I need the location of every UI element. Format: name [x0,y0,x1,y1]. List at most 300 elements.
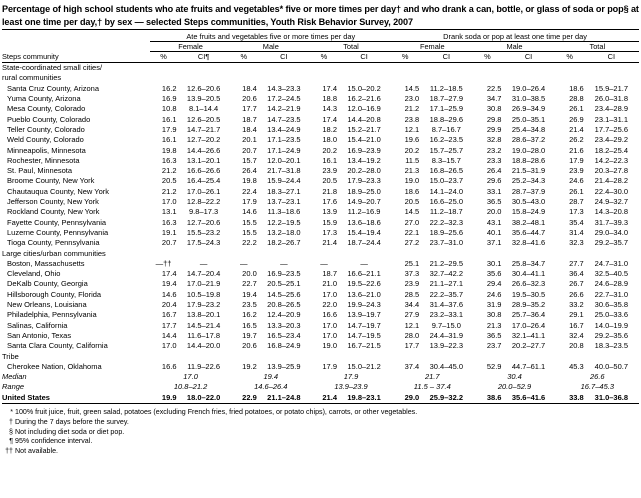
row-label: Rochester, Minnesota [7,155,80,165]
section-heading-rural: rural communities [2,73,62,83]
united-states-row [2,393,639,404]
cell: 26.2 [569,135,584,145]
row-label: New Orleans, Louisiana [7,300,87,310]
cell: 16.2 [161,83,177,93]
table-row [2,135,639,145]
cell: 22.1 [404,227,420,237]
row-label: Chautauqua County, New York [7,186,110,196]
median-row [2,372,639,382]
cell: 22.7 [242,279,257,289]
cell: 26.6–32.3 [511,279,546,289]
cell: 18.2 [322,124,337,134]
cell: 22.5 [486,83,502,93]
cell: 33.2 [569,300,584,310]
cell: 32.7–42.2 [429,269,463,279]
cell: 22.4–30.0 [594,186,629,196]
cell: 16.8–26.5 [429,166,463,176]
cell: 52.9 [486,361,502,371]
cell: 16.9–23.9 [347,145,381,155]
column-header-row [2,52,639,62]
cell: 16.5–23.4 [267,330,301,340]
cell: 17.9–23.2 [186,300,221,310]
cell: 35.4 [569,217,584,227]
cell: 30.5–43.0 [511,197,546,207]
cell: 18.7–27.9 [429,94,463,104]
cell: 17.0 [161,197,177,207]
cell: 43.1 [486,217,502,227]
cell: 14.7–19.7 [347,320,381,330]
table-row [2,290,639,300]
cell: 23.9 [322,166,337,176]
cell: 22.7–31.0 [594,289,629,299]
col-pct-1: % [160,52,167,62]
cell: 34.4 [404,300,420,310]
footnote-text: During the 7 days before the survey. [15,417,129,426]
cell: 19.9–24.3 [347,300,381,310]
cell: 18.2–25.4 [594,145,629,155]
cell: 16.1 [161,135,177,145]
row-label: Pueblo County, Colorado [7,114,91,124]
range-value: 14.6–26.4 [254,382,288,392]
cell: 20.8 [569,341,584,351]
cell: 8.7–16.7 [431,124,461,134]
table-row [2,331,639,341]
row-label: Luzerne County, Pennsylvania [7,227,109,237]
cell: 10.8 [161,104,177,114]
section-heading-row [2,352,639,362]
row-label: Salinas, California [7,320,68,330]
cell: 14.1–24.0 [429,186,463,196]
cell: 20.5 [161,176,177,186]
cell: 27.0 [404,217,420,227]
row-label: San Antonio, Texas [7,330,72,340]
range-row [2,382,639,392]
page-title [0,0,641,29]
cell: 19.4 [161,279,177,289]
cell: 12.6–20.6 [186,83,221,93]
cell: 15.7 [242,155,257,165]
cell: 23.9 [569,166,584,176]
row-label: Philadelphia, Pennsylvania [7,310,97,320]
cell: 31.4–37.6 [429,300,463,310]
col-pct-2: % [240,52,248,62]
cell: 13.6–18.6 [347,217,381,227]
cell: 13.3–20.3 [267,320,301,330]
cell: 32.5–40.5 [594,269,629,279]
cell: 20.8–26.5 [267,300,301,310]
cell: 22.2–35.7 [429,289,463,299]
cell: 13.9–19.7 [347,310,381,320]
cell: 25.4–34.8 [511,124,546,134]
cell: 18.9–25.6 [429,227,463,237]
cell: 27.7 [569,258,584,268]
median-value: 19.4 [263,372,279,382]
cell: 23.1–31.1 [594,114,629,124]
cell: 26.9 [569,114,584,124]
section-heading-tribe: Tribe [2,351,19,361]
cell: 22.2 [242,238,257,248]
cell: 15.5 [242,227,257,237]
cell: 16.7 [161,310,177,320]
cell: 21.2 [404,104,420,114]
table-row [2,207,639,217]
col-ci-3: CI [360,52,368,62]
cell: 16.8–24.9 [267,341,301,351]
cell: 11.2–16.9 [347,207,381,217]
cell: 21.7–31.8 [267,166,301,176]
col-steps-community: Steps community [2,52,59,62]
cell: 24.7–31.0 [594,258,629,268]
cell: 23.2–33.1 [429,310,463,320]
cell: 17.7 [404,341,420,351]
range-value: 20.0–52.9 [497,382,532,392]
cell: 26.4 [242,166,257,176]
cell: 14.3 [322,104,337,114]
cell: 17.4 [322,114,337,124]
cell: 16.7–21.5 [347,341,381,351]
cell: 10.5–19.8 [186,289,221,299]
cell: 13.7–23.1 [267,197,301,207]
section-heading-row-2 [2,73,639,83]
row-label: Rockland County, New York [7,207,100,217]
cell: 28.7–37.9 [511,186,546,196]
cell: 20.3–27.8 [594,166,629,176]
cell: 20.0 [486,207,502,217]
cell: 9.7–15.0 [431,320,461,330]
cell: 21.1–24.8 [267,392,301,402]
cell: 25.1 [404,258,420,268]
cell: 13.9 [322,207,337,217]
cell: 25.0–35.1 [511,114,546,124]
group-header-fruits: Ate fruits and vegetables five or more times per day [150,32,391,42]
row-label: Fayette County, Pennsylvania [7,217,107,227]
table-row [2,259,639,269]
cell: 20.1 [242,135,257,145]
cell: 20.6 [242,94,257,104]
range-value: 11.5 – 37.4 [413,382,451,392]
title-text: Percentage of high school students who ate fruits and vegetables* five or more times per day† and who drank a can, bottle, or glass of soda or pop§ at least one time per day,† by sex — selected Steps communities, Youth Risk Behavior Survey, 2007 [2,4,639,27]
cell: 44.7–61.1 [511,361,546,371]
subgroup-header-row [2,42,639,52]
cell: 15.9 [322,217,337,227]
cell: — [360,258,368,268]
range-value: 13.9–23.9 [334,382,368,392]
cell: 17.0–21.9 [186,279,221,289]
cell: 13.1–20.1 [186,155,221,165]
cell: 29.9 [486,124,502,134]
section-heading-row [2,63,639,74]
cell: 21.4–28.2 [594,176,629,186]
cell: 35.6 [486,269,502,279]
cell: 29.0–34.0 [594,227,629,237]
cell: 29.2–35.6 [594,330,629,340]
cell: 29.4 [486,279,502,289]
cell: — [199,258,208,268]
cell: 26.6 [569,289,584,299]
cell: 25.8–34.7 [511,258,546,268]
cell: 28.9–35.2 [511,300,546,310]
row-label: Tioga County, Pennsylvania [7,238,100,248]
cell: 18.4 [242,83,257,93]
cell: 13.2–18.0 [267,227,301,237]
cell: 19.0 [322,341,337,351]
footnote-item [2,418,641,428]
cell: 14.9–20.7 [347,197,381,207]
cell: 23.7 [486,341,502,351]
table-row [2,362,639,372]
range-label: Range [2,382,25,392]
cell: 36.5 [486,330,502,340]
footnote-marker: § [9,427,13,436]
cell: 16.1 [322,155,337,165]
cell: 16.2–23.5 [429,135,463,145]
cell: 12.4–20.9 [267,310,301,320]
cell: 11.3–18.6 [267,207,301,217]
table-row [2,341,639,351]
footnote-marker: * [10,407,13,416]
table-row [2,125,639,135]
cell: 17.4 [322,83,337,93]
cell: 26.4 [486,166,502,176]
cell: 18.0 [322,135,337,145]
row-label: Boston, Massachusetts [7,258,85,268]
cell: 27.9 [404,310,420,320]
cell: 18.7–24.4 [347,238,381,248]
cell: 26.1 [569,186,584,196]
cell: 14.5–21.4 [186,320,221,330]
cell: 31.7–39.3 [594,217,629,227]
cell: 22.4 [242,186,257,196]
cell: 15.5 [242,217,257,227]
table-row [2,115,639,125]
cell: 17.7–25.6 [594,124,629,134]
range-value: 16.7–45.3 [580,382,614,392]
cell: 31.9 [486,300,502,310]
row-label: Mesa County, Colorado [7,104,86,114]
cell: 23.0 [404,94,420,104]
cell: 17.0–26.1 [186,186,221,196]
cell: 19.8 [161,145,177,155]
cell: 17.1–25.9 [429,104,463,114]
cell: 20.5 [404,197,420,207]
cell: 24.6 [486,289,502,299]
cell: 13.9–25.9 [267,361,301,371]
cell: 16.9–23.5 [267,269,301,279]
cell: 15.8–24.9 [511,207,546,217]
section-heading-row [2,249,639,259]
cell: 17.9 [161,124,177,134]
footnote-marker: † [9,417,13,426]
cell: 45.3 [569,361,584,371]
cell: 11.6–17.8 [187,330,221,340]
cell: 20.7 [161,238,177,248]
cell: 20.2 [322,145,337,155]
cell: 25.0–33.6 [594,310,629,320]
cell: 18.3–23.5 [594,341,629,351]
cell: 32.3 [569,238,584,248]
cell: 17.0 [161,341,177,351]
cell: 18.8–29.6 [429,114,463,124]
group-header-soda: Drank soda or pop at least one time per day [391,32,639,42]
cell: 17.1–23.5 [267,135,301,145]
table-row [2,269,639,279]
subgroup-total-2: Total [556,42,639,52]
cell: 13.9–22.3 [429,341,463,351]
cell: 23.9 [404,279,420,289]
cell: 13.4–19.2 [347,155,381,165]
cell: 34.7 [486,94,502,104]
cell: 19.5–30.5 [511,289,546,299]
section-heading-large-cities: Large cities/urban communities [2,248,106,258]
cell: 18.7 [242,114,257,124]
cell: 37.1 [486,238,502,248]
cell: 16.1 [161,114,177,124]
footnote-text: 100% fruit juice, fruit, green salad, potatoes (excluding French fries, fried potatoes, or potato chips), carrots, or other vegetables. [15,407,418,416]
cell: 30.1 [486,258,502,268]
cell: 21.5–31.9 [511,166,546,176]
cell: 35.6–44.7 [511,227,546,237]
cell: 12.6–20.5 [186,114,221,124]
col-pct-3: % [320,52,328,62]
cell: 23.8 [404,114,420,124]
cell: 29.0 [404,392,420,402]
cell: 18.6 [569,83,584,93]
cell: 14.5 [404,207,420,217]
cell: 35.6–41.6 [511,392,546,402]
cell: 40.0–50.7 [594,361,629,371]
row-label: Cleveland, Ohio [7,269,61,279]
cell: 19.0–28.0 [511,145,546,155]
cell: 15.0–21.2 [347,361,381,371]
cell: 21.0 [322,279,337,289]
cell: 15.4–21.0 [347,135,381,145]
cell: 18.0–22.0 [186,392,221,402]
cell: 37.3 [404,269,420,279]
cell: 21.4 [322,238,337,248]
group-header-row [2,32,639,42]
cell: 13.1 [161,207,177,217]
data-table [2,29,639,406]
cell: 15.2–21.7 [347,124,381,134]
cell: 11.9–22.6 [187,361,221,371]
cell: 19.9 [161,392,177,402]
cell: 12.0–16.9 [347,104,381,114]
cell: 28.6–37.2 [511,135,546,145]
cell: 14.3–20.8 [594,207,629,217]
cell: 18.9–25.0 [347,186,381,196]
cell: 17.3 [322,227,337,237]
range-value: 10.8–21.2 [173,382,208,392]
cell: 14.3–23.3 [267,83,301,93]
cell: 16.2 [242,310,257,320]
cell: 19.7 [242,330,257,340]
cell: 16.6–26.6 [186,166,221,176]
cell: 8.3–15.7 [431,155,461,165]
cell: 17.0 [322,320,337,330]
cell: 23.7–31.0 [429,238,463,248]
footnote-item [2,428,641,438]
cell: 14.4–20.8 [347,114,381,124]
cell: 26.1 [569,104,584,114]
footnote-marker: †† [5,447,13,456]
cell: 17.5–24.3 [186,238,221,248]
cell: 9.8–17.3 [189,207,219,217]
cell: 20.2–27.7 [511,341,546,351]
cell: 13.9–20.5 [186,94,221,104]
cell: 17.7 [161,320,177,330]
cell: 23.4–28.9 [594,104,629,114]
cell: 14.7–21.7 [186,124,221,134]
cell: 19.8 [242,176,257,186]
table-row [2,166,639,176]
col-ci-1: CI¶ [197,52,210,62]
cell: 14.5 [404,83,420,93]
median-value: 17.9 [343,372,359,382]
cell: 37.4 [404,361,420,371]
cell: 23.5 [242,300,257,310]
cell: 19.4 [242,289,257,299]
cell: 21.4 [569,124,584,134]
cell: 14.4–20.0 [186,341,221,351]
col-pct-6: % [566,52,573,62]
cell: 15.0–20.2 [347,83,381,93]
cell: 20.7 [242,145,257,155]
table-row [2,310,639,320]
cell: 38.6 [486,392,502,402]
row-label: Jefferson County, New York [7,197,99,207]
row-label: Yuma County, Arizona [7,94,81,104]
cell: 25.2–34.3 [511,176,546,186]
subgroup-male-1: Male [231,42,311,52]
median-value: 26.6 [590,372,605,382]
cell: 15.0–23.7 [429,176,463,186]
cell: 16.6–21.1 [347,269,381,279]
cell: 16.7 [569,320,584,330]
table-row [2,238,639,248]
footnote-item [2,447,641,457]
cell: 21.2 [161,186,177,196]
subgroup-female-2: Female [391,42,473,52]
table-row [2,279,639,289]
cell: 32.8–41.6 [511,238,546,248]
subgroup-male-2: Male [473,42,555,52]
row-label: St. Paul, Minnesota [7,166,73,176]
footnote-marker: ¶ [9,437,13,446]
cell: 17.0 [322,289,337,299]
cell: 17.4 [161,269,177,279]
col-ci-5: CI [524,52,533,62]
cell: 26.9–34.9 [511,104,546,114]
cell: 23.3 [486,155,502,165]
table-row [2,146,639,156]
cell: 29.1 [569,310,584,320]
cell: 14.2–21.9 [267,104,301,114]
cell: 15.5–23.2 [186,227,221,237]
cell: 18.8 [322,94,337,104]
cell: 24.6–28.9 [594,279,629,289]
cell: 14.4 [161,330,177,340]
col-ci-2: CI [280,52,288,62]
cell: 31.0–38.5 [511,94,546,104]
cell: 20.6 [242,341,257,351]
cell: 24.9–32.7 [594,197,629,207]
median-value: 30.4 [507,372,522,382]
table-row [2,104,639,114]
cell: 14.4–26.6 [186,145,221,155]
cell: 36.4 [569,269,584,279]
cell: 17.7 [242,104,257,114]
cell: 17.9 [242,197,257,207]
